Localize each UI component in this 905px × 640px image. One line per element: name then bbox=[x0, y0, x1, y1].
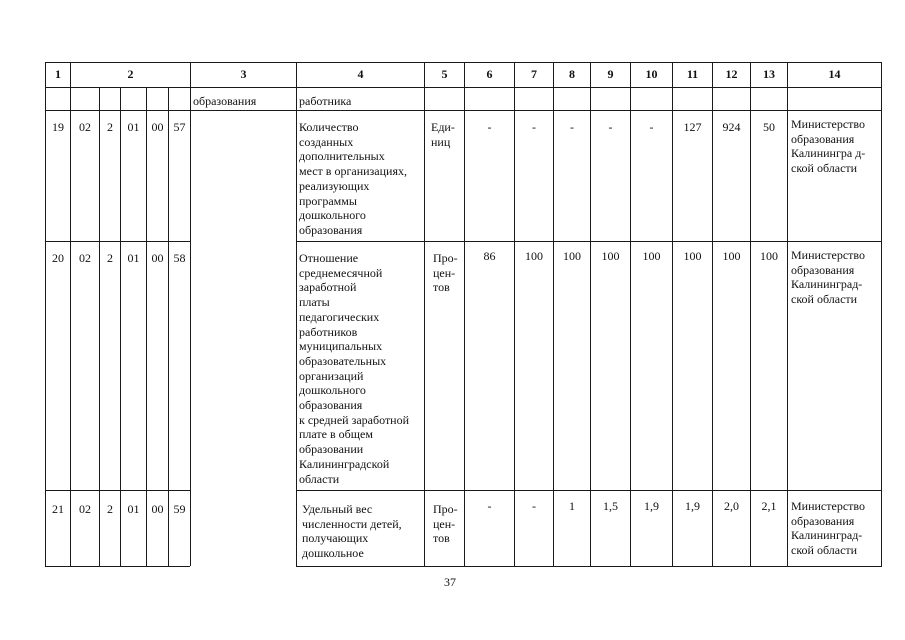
row19-value-col6: - bbox=[487, 120, 492, 134]
row20-value-col11: 100 bbox=[683, 249, 702, 263]
row19-responsible-line: образования bbox=[791, 131, 855, 146]
row20-value-col10: 100 bbox=[642, 249, 661, 263]
table-rule-col8-right bbox=[590, 62, 591, 566]
row21-indicator-line: получающих bbox=[302, 531, 369, 546]
row21-value-col13: 2,1 bbox=[761, 499, 777, 513]
row19-code-5: 57 bbox=[173, 120, 186, 134]
table-rule-col9-right bbox=[630, 62, 631, 566]
row19-value-col9: - bbox=[608, 120, 613, 134]
table-rule-col5-right bbox=[464, 62, 465, 566]
column-header-1: 1 bbox=[55, 67, 61, 81]
row21-code-1: 02 bbox=[79, 502, 91, 516]
table-rule-col2a bbox=[99, 87, 100, 566]
row19-value-col10: - bbox=[649, 120, 654, 134]
row20-code-2: 2 bbox=[107, 251, 113, 265]
continued-text-col4: работника bbox=[299, 94, 352, 108]
table-rule-row19-bottom-right bbox=[296, 241, 882, 242]
table-rule-col10-right bbox=[672, 62, 673, 566]
column-header-11: 11 bbox=[686, 67, 699, 81]
row20-indicator-line: дошкольного bbox=[299, 383, 366, 398]
table-rule-bottom-left bbox=[45, 566, 190, 567]
row19-value-col7: - bbox=[532, 120, 536, 134]
column-header-2: 2 bbox=[127, 67, 134, 81]
table-rule-bottom-right bbox=[296, 566, 882, 567]
row21-responsible-line: ской области bbox=[791, 543, 858, 558]
row20-indicator-line: образовании bbox=[299, 442, 364, 457]
table-rule-col2b bbox=[120, 87, 121, 566]
row20-indicator-line: к средней заработной bbox=[299, 412, 410, 427]
row20-indicator-line: муниципальных bbox=[299, 339, 383, 354]
table-rule-col7-right bbox=[553, 62, 554, 566]
table-rule-right bbox=[881, 62, 882, 566]
row19-indicator-line: Количество bbox=[299, 120, 359, 134]
row19-value-col8: - bbox=[570, 120, 574, 134]
row19-code-2: 2 bbox=[107, 120, 113, 134]
row19-responsible-line: Министерство bbox=[791, 117, 865, 131]
row19-indicator-line: дошкольного bbox=[299, 208, 366, 223]
row21-responsible-line: Калининград- bbox=[791, 528, 863, 543]
row21-indicator-line: численности детей, bbox=[302, 516, 402, 531]
row19-responsible-line: ской области bbox=[791, 161, 858, 176]
table-rule-col6-right bbox=[514, 62, 515, 566]
row21-value-col9: 1,5 bbox=[603, 499, 618, 513]
column-header-4: 4 bbox=[357, 67, 364, 81]
column-header-13: 13 bbox=[763, 67, 775, 81]
row20-indicator-line: образования bbox=[299, 398, 363, 412]
row19-indicator-line: программы bbox=[299, 193, 357, 208]
row21-code-3: 01 bbox=[127, 502, 140, 516]
row19-indicator-line: созданных bbox=[299, 134, 354, 149]
column-header-5: 5 bbox=[441, 67, 448, 81]
row21-code-5: 59 bbox=[173, 502, 186, 516]
row20-code-3: 01 bbox=[127, 251, 140, 265]
row21-value-col7: - bbox=[532, 499, 536, 513]
row19-value-col12: 924 bbox=[722, 120, 741, 134]
row21-unit-line: цен- bbox=[433, 516, 456, 531]
table-rule-col2d bbox=[168, 87, 169, 566]
row20-unit-line: тов bbox=[433, 280, 450, 295]
row20-indicator-line: среднемесячной bbox=[299, 265, 383, 280]
table-rule-col12-right bbox=[750, 62, 751, 566]
row20-indicator-line: образовательных bbox=[299, 353, 387, 368]
column-header-14: 14 bbox=[828, 67, 841, 81]
row20-value-col7: 100 bbox=[525, 249, 543, 263]
row20-indicator-line: Отношение bbox=[299, 251, 359, 265]
row21-value-col11: 1,9 bbox=[685, 499, 700, 513]
row20-value-col13: 100 bbox=[760, 249, 778, 263]
row20-value-col8: 100 bbox=[563, 249, 581, 263]
page-number: 37 bbox=[444, 575, 456, 589]
table-rule-col3-right bbox=[296, 62, 297, 566]
row19-number: 19 bbox=[52, 120, 64, 134]
row21-value-col12: 2,0 bbox=[724, 499, 739, 513]
row20-code-4: 00 bbox=[151, 251, 164, 265]
row21-unit-line: Про- bbox=[433, 502, 458, 516]
row21-code-2: 2 bbox=[107, 502, 113, 516]
row21-value-col6: - bbox=[487, 499, 492, 513]
row20-responsible-line: ской области bbox=[791, 292, 858, 307]
row20-indicator-line: заработной bbox=[299, 280, 357, 295]
row20-indicator-line: плате в общем bbox=[299, 427, 373, 442]
row19-code-3: 01 bbox=[127, 120, 140, 134]
column-header-8: 8 bbox=[569, 67, 575, 81]
row19-value-col13: 50 bbox=[763, 120, 775, 134]
table-rule-col2-right bbox=[190, 62, 191, 566]
row20-code-5: 58 bbox=[173, 251, 186, 265]
row20-responsible-line: Калининград- bbox=[791, 277, 863, 292]
row19-indicator-line: образования bbox=[299, 222, 363, 237]
row20-responsible-line: образования bbox=[791, 262, 855, 277]
row19-value-col11: 127 bbox=[683, 120, 702, 134]
continued-text-col3: образования bbox=[193, 94, 257, 108]
row20-indicator-line: платы bbox=[299, 295, 330, 310]
row21-value-col10: 1,9 bbox=[644, 499, 659, 513]
table-rule-row20-bottom-right bbox=[296, 490, 882, 491]
row20-code-1: 02 bbox=[79, 251, 91, 265]
row20-responsible-line: Министерство bbox=[791, 248, 865, 262]
row21-responsible-line: Министерство bbox=[791, 499, 865, 513]
row20-indicator-line: педагогических bbox=[299, 309, 380, 324]
row19-indicator-line: мест в организациях, bbox=[299, 164, 407, 179]
row20-indicator-line: работников bbox=[299, 324, 358, 339]
row21-number: 21 bbox=[52, 502, 64, 516]
column-header-12: 12 bbox=[725, 67, 738, 81]
row21-code-4: 00 bbox=[151, 502, 164, 516]
row20-indicator-line: области bbox=[299, 471, 340, 486]
row20-value-col12: 100 bbox=[722, 249, 741, 263]
row20-unit-line: цен- bbox=[433, 265, 456, 280]
table-rule-col13-right bbox=[787, 62, 788, 566]
table-rule-left bbox=[45, 62, 46, 566]
row19-code-4: 00 bbox=[151, 120, 164, 134]
row20-number: 20 bbox=[52, 251, 64, 265]
column-header-10: 10 bbox=[645, 67, 658, 81]
column-header-7: 7 bbox=[531, 67, 537, 81]
table-rule-col1-right bbox=[70, 62, 71, 566]
row21-unit-line: тов bbox=[433, 531, 450, 546]
row20-unit-line: Про- bbox=[433, 251, 458, 265]
row19-unit-line: ниц bbox=[431, 134, 451, 149]
row20-indicator-line: Калининградской bbox=[299, 456, 390, 471]
table-rule-col2c bbox=[146, 87, 147, 566]
row19-indicator-line: дополнительных bbox=[299, 149, 385, 164]
column-header-3: 3 bbox=[240, 67, 247, 81]
row19-code-1: 02 bbox=[79, 120, 91, 134]
row19-responsible-line: Калинингра д- bbox=[791, 146, 866, 161]
table-rule-col4-right bbox=[424, 62, 425, 566]
row21-indicator-line: Удельный вес bbox=[302, 502, 373, 516]
row21-responsible-line: образования bbox=[791, 513, 855, 528]
column-header-6: 6 bbox=[486, 67, 493, 81]
row20-value-col9: 100 bbox=[601, 249, 620, 263]
row20-indicator-line: организаций bbox=[299, 368, 364, 383]
row19-unit-line: Еди- bbox=[431, 120, 455, 134]
row19-indicator-line: реализующих bbox=[299, 178, 370, 193]
row20-value-col6: 86 bbox=[483, 249, 496, 263]
row21-value-col8: 1 bbox=[569, 499, 575, 513]
table-rule-col11-right bbox=[712, 62, 713, 566]
row21-indicator-line: дошкольное bbox=[302, 546, 364, 561]
column-header-9: 9 bbox=[607, 67, 614, 81]
